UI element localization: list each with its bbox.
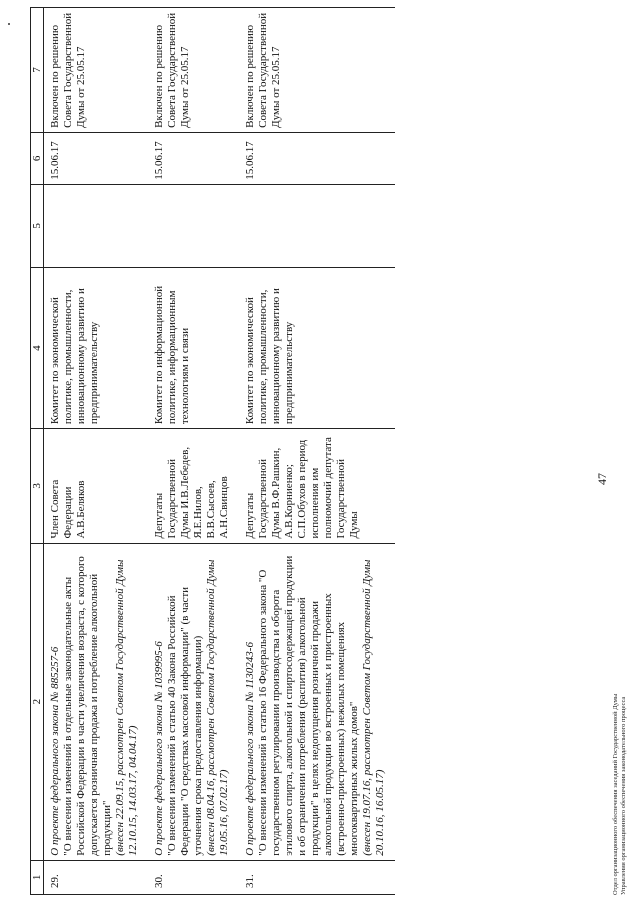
- header-col-6: 6: [31, 132, 44, 184]
- page-number: 47: [595, 473, 609, 485]
- bill-description: "О внесении изменений в статью 16 Федерального закона "О государственном регулировании производства и оборота этилового спирта, алкогольной и спиртосодержащей продукции и об ограничении потребления (распития) алкогольной продукции" в целях недопущения розничной продажи алкогольной продукции во встроенных и пристроенных (встроенно-пристроенных) нежилых помещениях многоквартирных жилых домов": [257, 555, 360, 856]
- bill-title: О проекте федерального закона № 1039995-6: [153, 641, 165, 856]
- row-number: 29.: [44, 860, 149, 894]
- col5-cell: [239, 184, 395, 267]
- header-row: [31, 8, 44, 895]
- bill-cell: [148, 543, 239, 860]
- committee-cell: Комитет по информационной политике, информационным технологиям и связи: [148, 267, 239, 428]
- scan-speck: [8, 23, 10, 25]
- header-col-4: 4: [31, 267, 44, 428]
- header-col-1: 1: [31, 860, 44, 894]
- bill-cell: [44, 543, 149, 860]
- author-cell: Депутаты Государственной Думы В.Ф.Рашкин, А.В.Корниенко; С.П.Обухов в период исполнения им полномочий депутата Государственной Думы: [239, 429, 395, 543]
- author-cell: Депутаты Государственной Думы И.В.Лебедев, Я.Е.Нилов, В.В.Сысоев, А.Н.Свинцов: [148, 429, 239, 543]
- author-cell: Член Совета Федерации А.В.Беляков: [44, 429, 149, 543]
- bill-cell: [239, 543, 395, 860]
- committee-cell: Комитет по экономической политике, промышленности, инновационному развитию и предпринимательству: [44, 267, 149, 428]
- row-number: 30.: [148, 860, 239, 894]
- footer-line-1: Отдел организационного обеспечения заседаний Государственной Думы: [612, 693, 619, 895]
- row-number: 31.: [239, 860, 395, 894]
- footer-line-2: Управления организационного обеспечения законодательного процесса: [620, 696, 627, 895]
- bill-title: О проекте федерального закона № 885257-6: [49, 646, 61, 856]
- header-col-7: 7: [31, 8, 44, 133]
- bill-history: (внесен 22.09.15, рассмотрен Советом Государственной Думы 12.10.15, 14.03.17, 04.04.17): [114, 559, 139, 856]
- header-col-5: 5: [31, 184, 44, 267]
- col5-cell: [148, 184, 239, 267]
- header-col-3: 3: [31, 429, 44, 543]
- date-cell: 15.06.17: [44, 132, 149, 184]
- table-row: [44, 8, 149, 895]
- header-col-2: 2: [31, 543, 44, 860]
- table-row: [148, 8, 239, 895]
- committee-cell: Комитет по экономической политике, промышленности, инновационному развитию и предпринимательству: [239, 267, 395, 428]
- bill-title: О проекте федерального закона № 1130243-6: [244, 642, 256, 856]
- bill-description: "О внесении изменений в статью 40 Закона Российской Федерации "О средствах массовой информации" (в части уточнения срока предоставления информации): [166, 586, 204, 856]
- col5-cell: [44, 184, 149, 267]
- date-cell: 15.06.17: [148, 132, 239, 184]
- decision-cell: Включен по решению Совета Государственной Думы от 25.05.17: [148, 8, 239, 133]
- bill-history: (внесен 08.04.16, рассмотрен Советом Государственной Думы 19.05.16, 07.02.17): [205, 559, 230, 856]
- agenda-table: [30, 7, 395, 895]
- decision-cell: Включен по решению Совета Государственной Думы от 25.05.17: [239, 8, 395, 133]
- bill-description: "О внесении изменений в отдельные законодательные акты Российской Федерации в части увеличения возраста, с которого допускается розничная продажа и потребление алкогольной продукции": [62, 556, 113, 856]
- table-row: [239, 8, 395, 895]
- date-cell: 15.06.17: [239, 132, 395, 184]
- decision-cell: Включен по решению Совета Государственной Думы от 25.05.17: [44, 8, 149, 133]
- bill-history: (внесен 19.07.16, рассмотрен Советом Государственной Думы 20.10.16, 16.05.17): [361, 559, 386, 856]
